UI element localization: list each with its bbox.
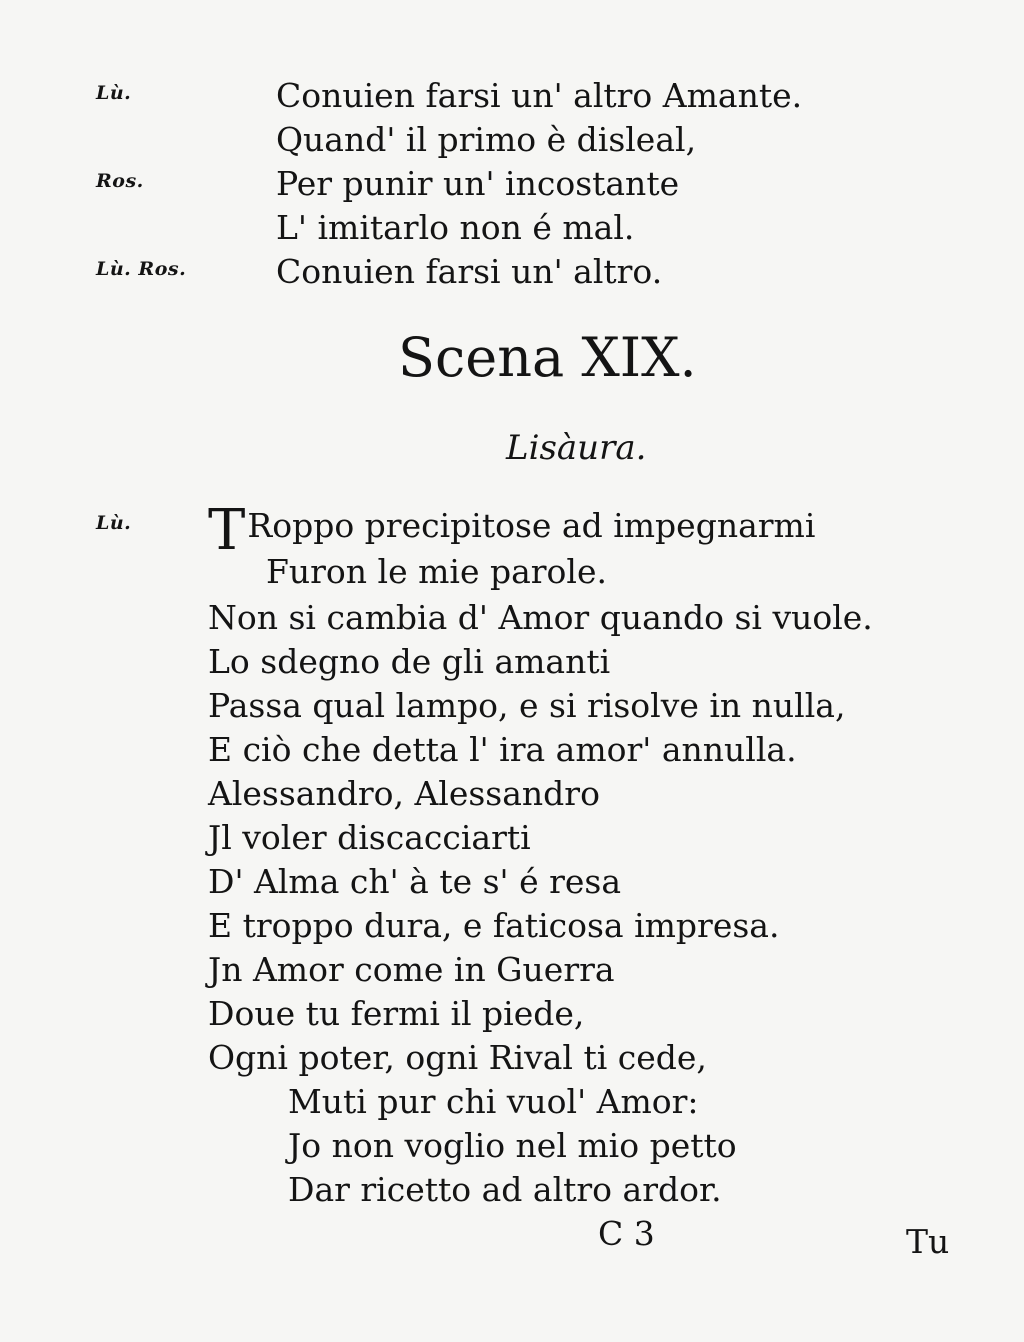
verse-line: Jl voler discacciarti bbox=[208, 818, 531, 857]
aria-line: Dar ricetto ad altro ardor. bbox=[288, 1170, 722, 1209]
verse-line: Jn Amor come in Guerra bbox=[208, 950, 615, 989]
verse-line: Conuien farsi un' altro. bbox=[276, 252, 663, 291]
aria-line: Muti pur chi vuol' Amor: bbox=[288, 1082, 699, 1121]
verse-line: Non si cambia d' Amor quando si vuole. bbox=[208, 598, 873, 637]
drop-cap: T bbox=[208, 498, 246, 563]
character-name: Lisàura. bbox=[506, 428, 647, 468]
verse-line: Conuien farsi un' altro Amante. bbox=[276, 76, 803, 115]
speaker-label: Lù. bbox=[96, 82, 132, 104]
verse-line: E ciò che detta l' ira amor' annulla. bbox=[208, 730, 797, 769]
aria-line: Jo non voglio nel mio petto bbox=[288, 1126, 737, 1165]
first-line-text: Roppo precipitose ad impegnarmi bbox=[247, 506, 816, 545]
verse-line: L' imitarlo non é mal. bbox=[276, 208, 635, 247]
verse-line: Furon le mie parole. bbox=[266, 552, 607, 591]
verse-line: Lo sdegno de gli amanti bbox=[208, 642, 611, 681]
verse-line: Passa qual lampo, e si risolve in nulla, bbox=[208, 686, 846, 725]
verse-line: Quand' il primo è disleal, bbox=[276, 120, 697, 159]
scene-title: Scena XIX. bbox=[398, 326, 697, 389]
verse-line: Per punir un' incostante bbox=[276, 164, 680, 203]
verse-line: E troppo dura, e faticosa impresa. bbox=[208, 906, 780, 945]
catchword: Tu bbox=[906, 1222, 950, 1261]
verse-line: Alessandro, Alessandro bbox=[208, 774, 600, 813]
verse-line: Ogni poter, ogni Rival ti cede, bbox=[208, 1038, 707, 1077]
speaker-label: Ros. bbox=[96, 170, 144, 192]
verse-line: D' Alma ch' à te s' é resa bbox=[208, 862, 622, 901]
verse-line: Doue tu fermi il piede, bbox=[208, 994, 585, 1033]
speaker-label: Lù. Ros. bbox=[96, 258, 187, 280]
first-verse-line bbox=[208, 498, 816, 563]
speaker-label: Lù. bbox=[96, 512, 132, 534]
signature-mark: C 3 bbox=[598, 1214, 655, 1253]
